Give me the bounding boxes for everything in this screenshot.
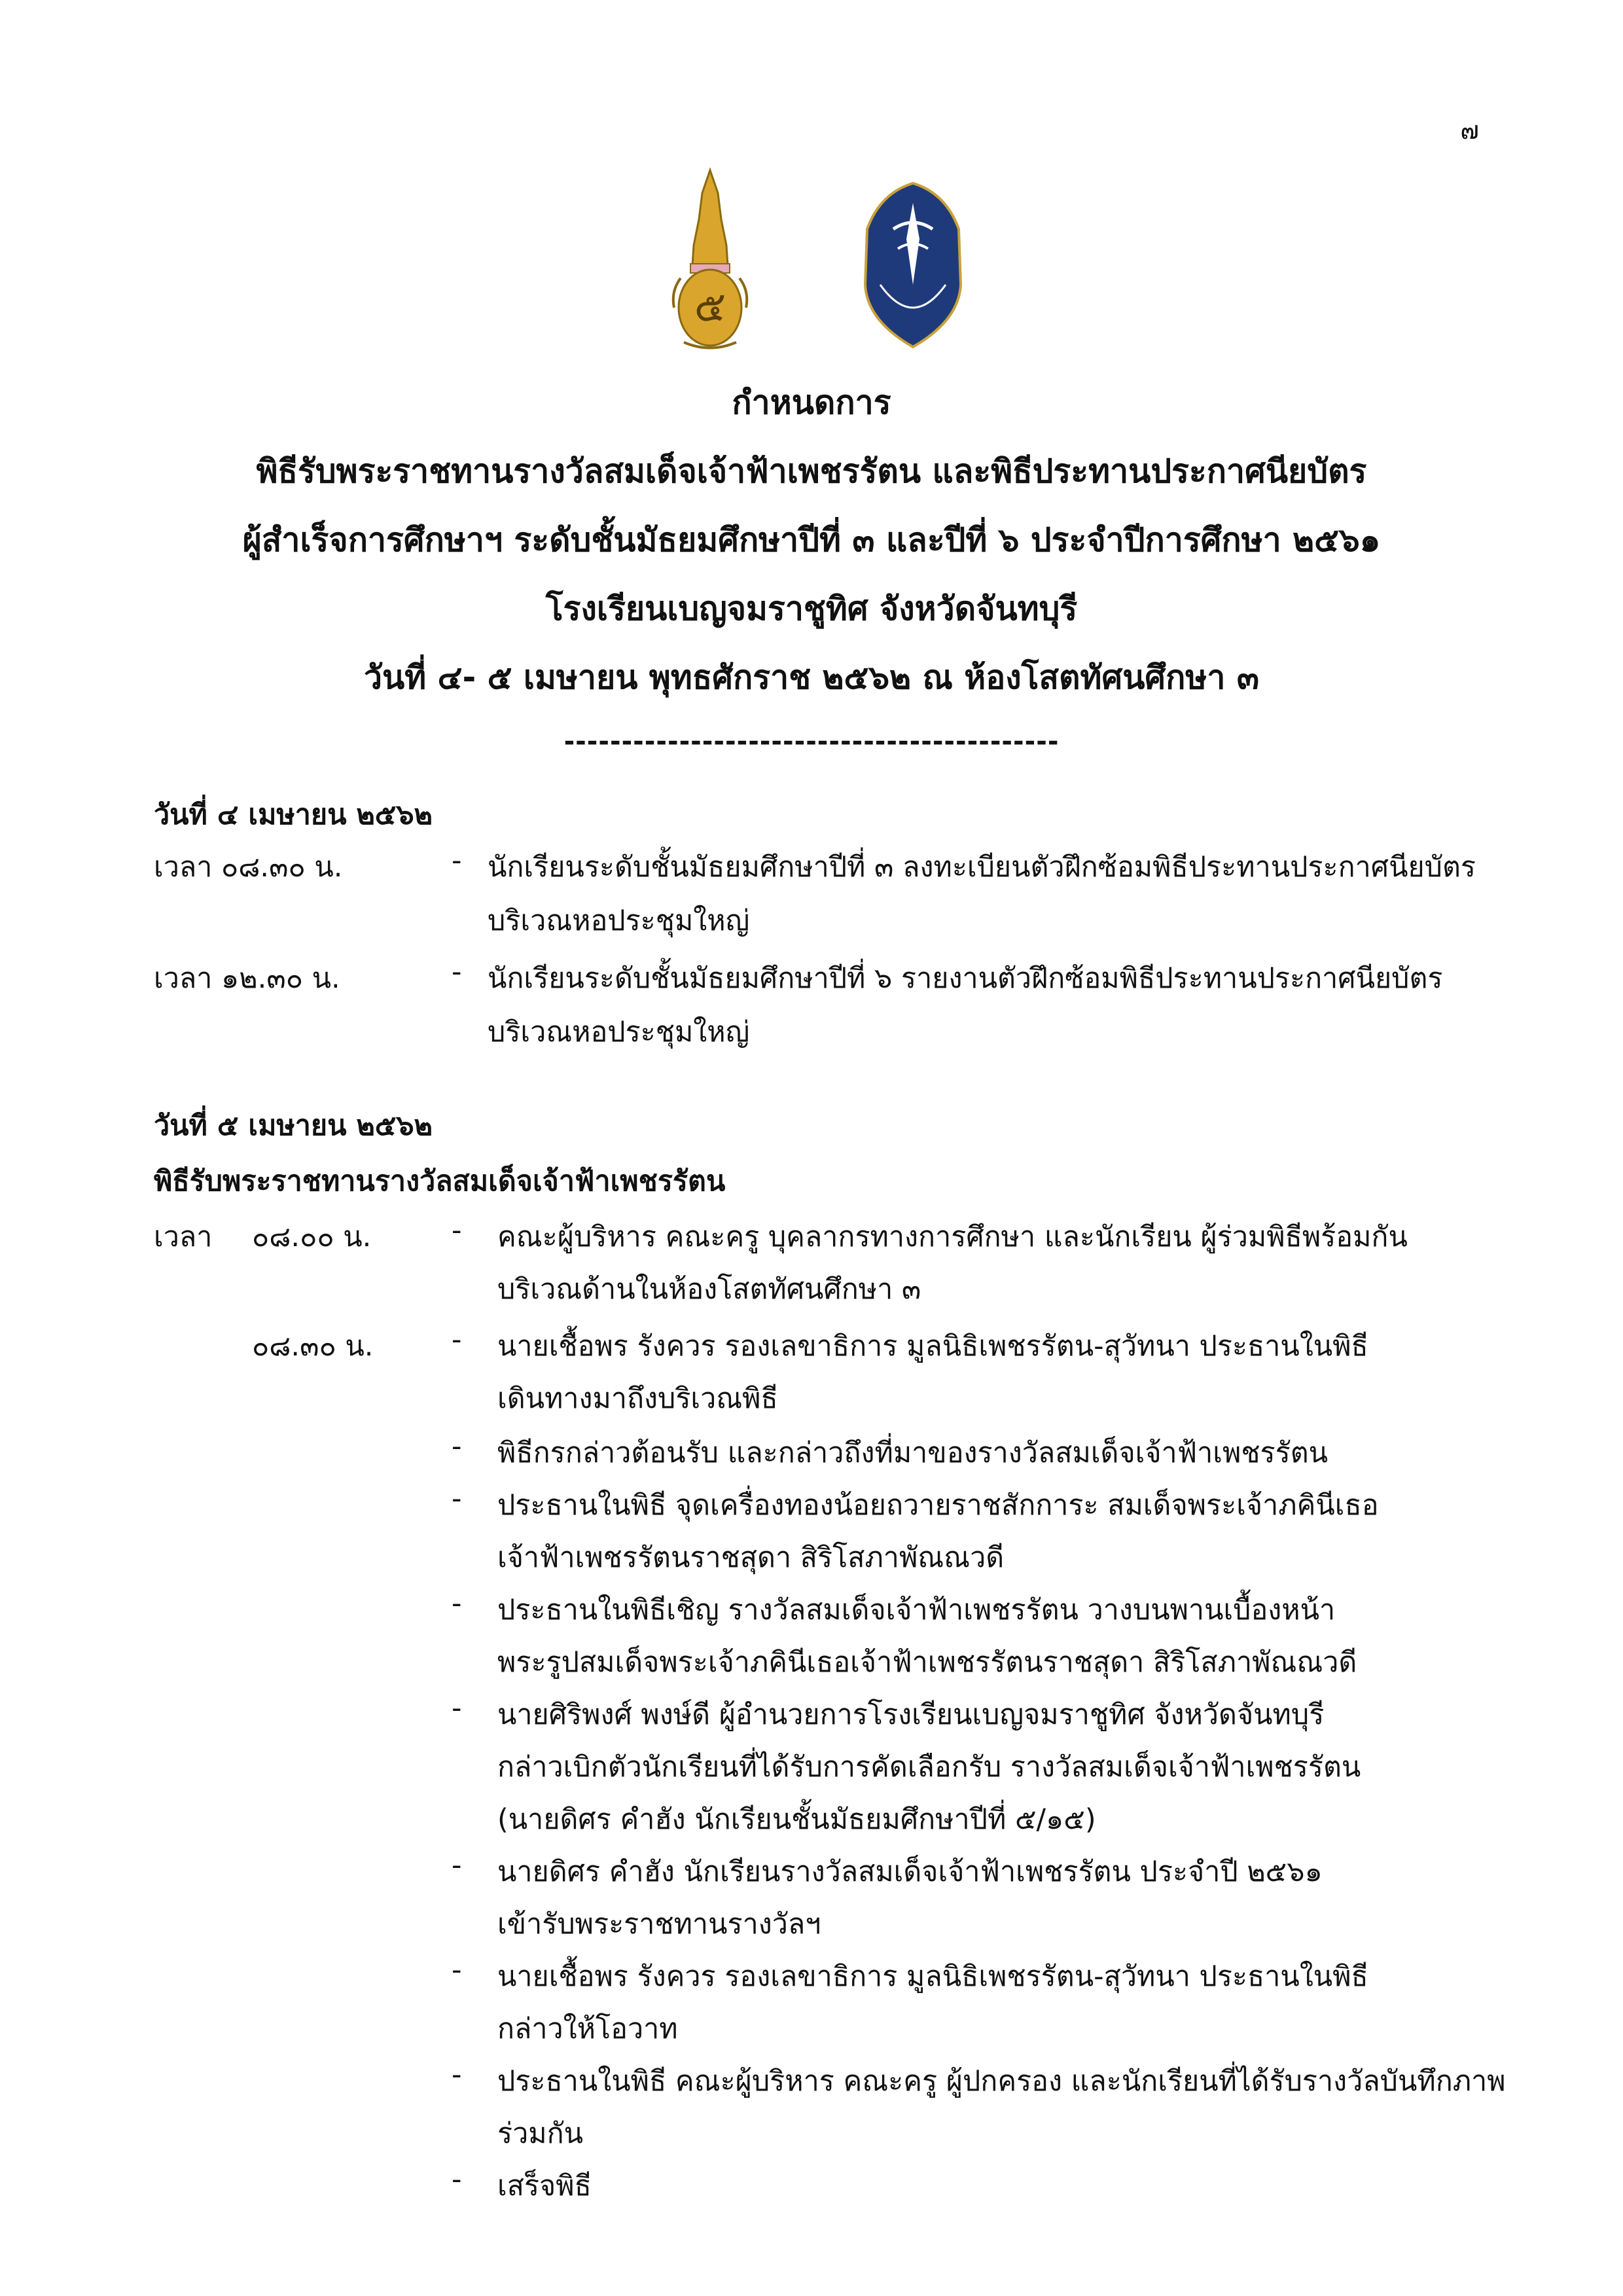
- day1-item1-time: เวลา ๐๘.๓๐ น.: [154, 851, 343, 884]
- day2-item4-bullet: -: [452, 1482, 462, 1515]
- day2-item7-line2: เข้ารับพระราชทานรางวัลฯ: [497, 1908, 821, 1941]
- day2-item4-line2: เจ้าฟ้าเพชรรัตนราชสุดา สิริโสภาพัณณวดี: [497, 1541, 1005, 1574]
- doc-title-line-2: พิธีรับพระราชทานรางวัลสมเด็จเจ้าฟ้าเพชรรัตน และพิธีประทานประกาศนียบัตร: [256, 452, 1367, 490]
- day2-item1-line1: คณะผู้บริหาร คณะครู บุคลากรทางการศึกษา และนักเรียน ผู้ร่วมพิธีพร้อมกัน: [497, 1221, 1408, 1253]
- day2-item7-bullet: -: [452, 1849, 462, 1882]
- day1-item1-line2: บริเวณหอประชุมใหญ่: [488, 905, 750, 937]
- day1-item2-bullet: -: [452, 956, 462, 988]
- day1-item2-line1: นักเรียนระดับชั้นมัธยมศึกษาปีที่ ๖ รายงานตัวฝึกซ้อมพิธีประทานประกาศนียบัตร: [488, 962, 1443, 995]
- doc-title-line-3: ผู้สำเร็จการศึกษาฯ ระดับชั้นมัธยมศึกษาปีที่ ๓ และปีที่ ๖ ประจำปีการศึกษา ๒๕๖๑: [242, 521, 1381, 559]
- day2-item5-bullet: -: [452, 1587, 462, 1620]
- day2-item2-time: ๐๘.๓๐ น.: [252, 1330, 374, 1363]
- day1-item2-line2: บริเวณหอประชุมใหญ่: [488, 1016, 750, 1049]
- day2-item2-bullet: -: [452, 1323, 462, 1356]
- doc-title: กำหนดการ: [732, 384, 891, 422]
- day2-item6-line1: นายศิริพงศ์ พงษ์ดี ผู้อำนวยการโรงเรียนเบญจมราชูทิศ จังหวัดจันทบุรี: [497, 1698, 1325, 1731]
- day2-item8-bullet: -: [452, 1954, 462, 1986]
- doc-title-line-5: วันที่ ๔- ๕ เมษายน พุทธศักราช ๒๕๖๒ ณ ห้องโสตทัศนศึกษา ๓: [363, 658, 1260, 696]
- day2-item6-bullet: -: [452, 1692, 462, 1725]
- day2-item8-line1: นายเชื้อพร รังควร รองเลขาธิการ มูลนิธิเพชรรัตน-สุวัทนา ประธานในพิธี: [497, 1960, 1368, 1993]
- day2-item1-time: ๐๘.๐๐ น.: [252, 1221, 372, 1253]
- day2-time-label: เวลา: [154, 1221, 213, 1253]
- day2-item4-line1: ประธานในพิธี จุดเครื่องทองน้อยถวายราชสักการะ สมเด็จพระเจ้าภคินีเธอ: [497, 1489, 1379, 1522]
- day2-item7-line1: นายดิศร คำฮัง นักเรียนรางวัลสมเด็จเจ้าฟ้าเพชรรัตน ประจำปี ๒๕๖๑: [497, 1856, 1323, 1888]
- day2-item1-line2: บริเวณด้านในห้องโสตทัศนศึกษา ๓: [497, 1273, 921, 1306]
- day1-item2-time: เวลา ๑๒.๓๐ น.: [154, 962, 340, 995]
- separator: -------------------------------------------: [563, 726, 1060, 757]
- foundation-emblem-logo: [865, 183, 961, 347]
- day2-subheading: พิธีรับพระราชทานรางวัลสมเด็จเจ้าฟ้าเพชรรัตน: [154, 1165, 726, 1198]
- logos-svg: [0, 167, 1623, 353]
- day2-item9-line1: ประธานในพิธี คณะผู้บริหาร คณะครู ผู้ปกครอง และนักเรียนที่ได้รับรางวัลบันทึกภาพ: [497, 2065, 1506, 2098]
- day2-item2-line2: เดินทางมาถึงบริเวณพิธี: [497, 1382, 778, 1415]
- day2-item8-line2: กล่าวให้โอวาท: [497, 2013, 678, 2045]
- logo-row: [0, 167, 1623, 353]
- day1-heading: วันที่ ๔ เมษายน ๒๕๖๒: [154, 798, 433, 831]
- day2-item5-line2: พระรูปสมเด็จพระเจ้าภคินีเธอเจ้าฟ้าเพชรรัตนราชสุดา สิริโสภาพัณณวดี: [497, 1646, 1357, 1679]
- day2-item9-line2: ร่วมกัน: [497, 2117, 584, 2150]
- school-crest-logo: [673, 170, 747, 348]
- day2-item1-bullet: -: [452, 1214, 462, 1247]
- day2-item9-bullet: -: [452, 2058, 462, 2091]
- day2-item6-line3: (นายดิศร คำฮัง นักเรียนชั้นมัธยมศึกษาปีที่ ๕/๑๕): [497, 1803, 1096, 1836]
- day2-heading: วันที่ ๕ เมษายน ๒๕๖๒: [154, 1109, 433, 1142]
- day2-item10-line1: เสร็จพิธี: [497, 2170, 592, 2202]
- day2-item2-line1: นายเชื้อพร รังควร รองเลขาธิการ มูลนิธิเพชรรัตน-สุวัทนา ประธานในพิธี: [497, 1330, 1368, 1363]
- day2-item3-bullet: -: [452, 1430, 462, 1463]
- day1-item1-line1: นักเรียนระดับชั้นมัธยมศึกษาปีที่ ๓ ลงทะเบียนตัวฝึกซ้อมพิธีประทานประกาศนียบัตร: [488, 851, 1476, 884]
- page-number: ๗: [1460, 116, 1479, 145]
- day2-item10-bullet: -: [452, 2163, 462, 2196]
- day2-item5-line1: ประธานในพิธีเชิญ รางวัลสมเด็จเจ้าฟ้าเพชรรัตน วางบนพานเบื้องหน้า: [497, 1594, 1336, 1626]
- doc-title-line-4: โรงเรียนเบญจมราชูทิศ จังหวัดจันทบุรี: [545, 590, 1078, 628]
- day1-item1-bullet: -: [452, 844, 462, 877]
- day2-item6-line2: กล่าวเบิกตัวนักเรียนที่ได้รับการคัดเลือกรับ รางวัลสมเด็จเจ้าฟ้าเพชรรัตน: [497, 1751, 1361, 1784]
- day2-item3-line1: พิธีกรกล่าวต้อนรับ และกล่าวถึงที่มาของรางวัลสมเด็จเจ้าฟ้าเพชรรัตน: [497, 1437, 1329, 1469]
- svg-text:๕: ๕: [694, 283, 726, 331]
